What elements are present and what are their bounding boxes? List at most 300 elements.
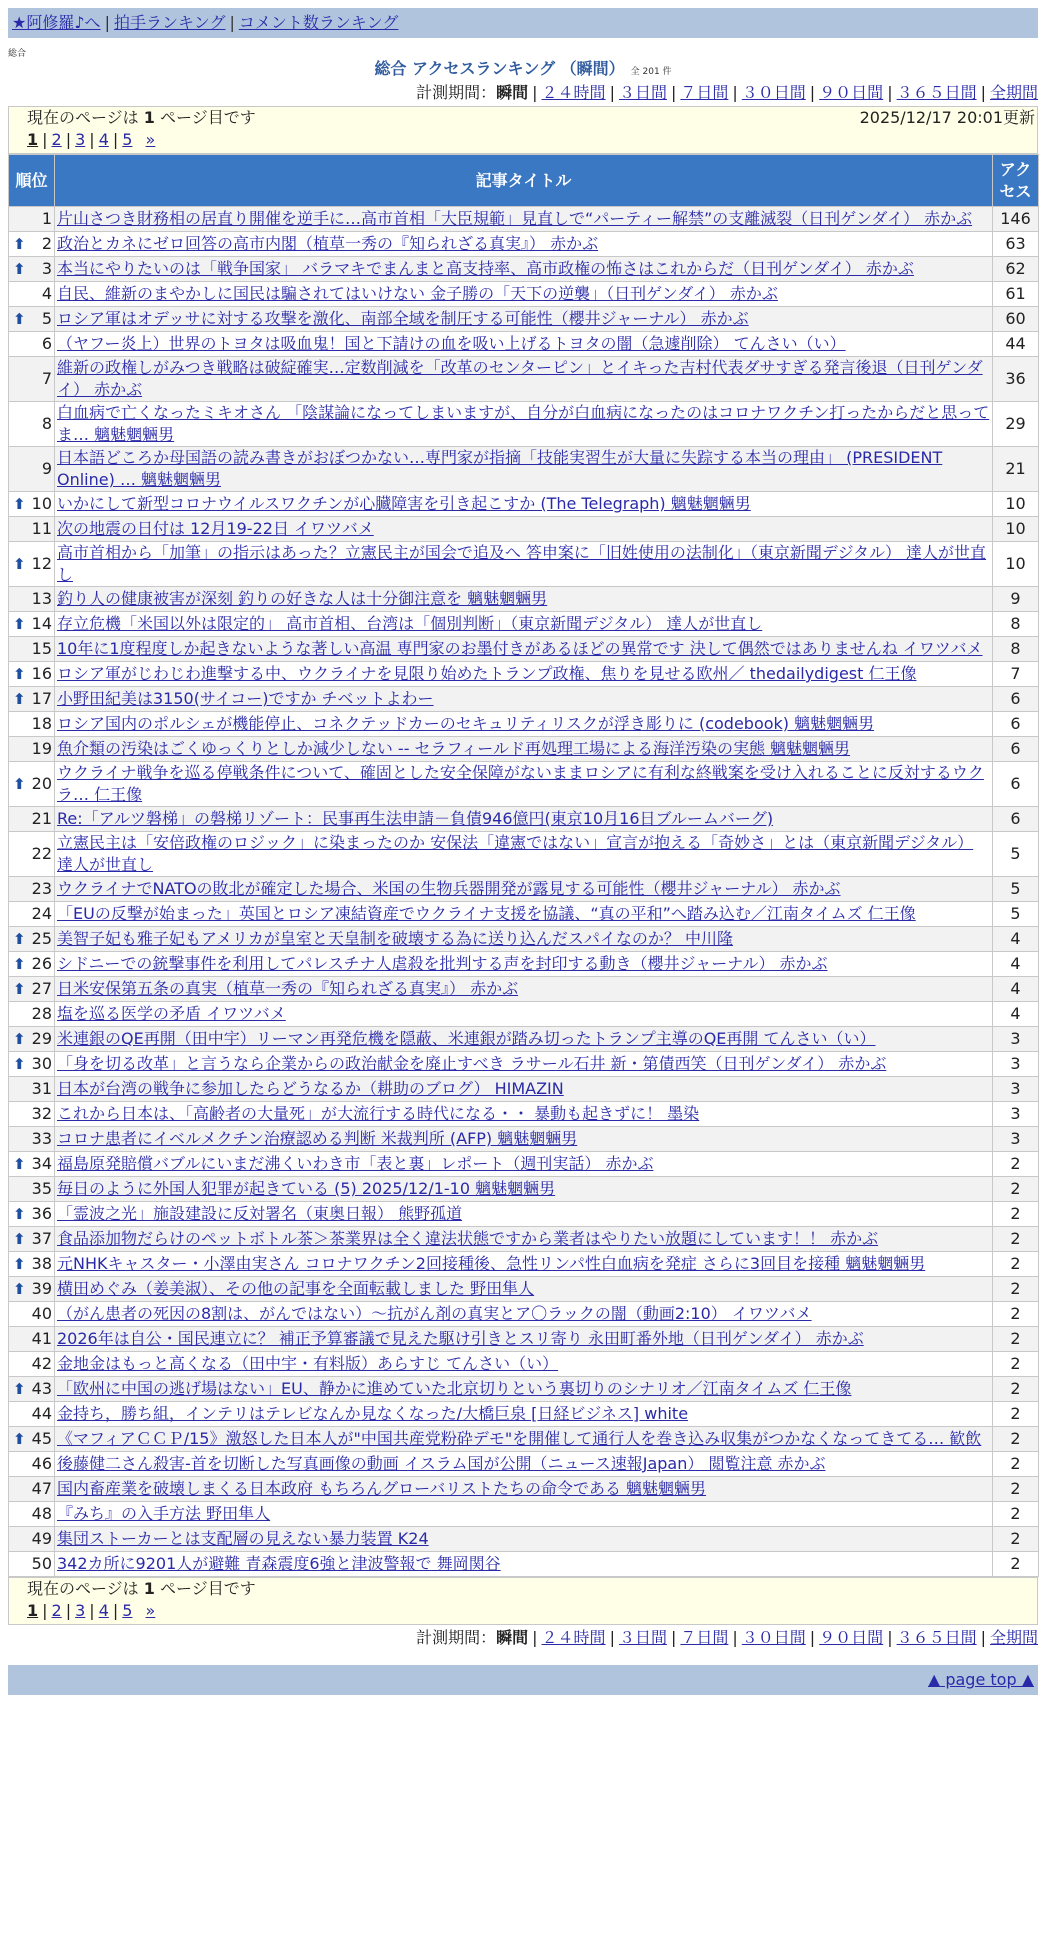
access-count: 2 (993, 1352, 1039, 1377)
nav-separator: | (229, 13, 235, 32)
article-title-link[interactable]: Re:「アルツ磐梯」の磐梯リゾート：民事再生法申請－負債946億円(東京10月16日ブルームバーグ) (57, 809, 774, 828)
article-title-link[interactable]: 集団ストーカーとは支配層の見えない暴力装置 K24 (57, 1529, 429, 1548)
table-row (9, 587, 1039, 612)
rank-number: 47 (31, 1479, 52, 1498)
article-title-link[interactable]: 白血病で亡くなったミキオさん 「陰謀論になってしまいますが、自分が白血病になったのはコロナワクチン打ったからだと思ってま… 魑魅魍魎男 (57, 403, 990, 444)
rank-number: 9 (41, 459, 52, 478)
pagination-separator: | (42, 130, 48, 149)
table-row (9, 1452, 1039, 1477)
table-row (9, 662, 1039, 687)
table-row (9, 307, 1039, 332)
rank-cell (9, 737, 55, 762)
table-row (9, 687, 1039, 712)
access-count: 5 (993, 877, 1039, 902)
access-count: 2 (993, 1527, 1039, 1552)
pagination-link[interactable]: 4 (98, 130, 109, 149)
rank-cell (9, 1452, 55, 1477)
article-title-link[interactable]: 小野田紀美は3150(サイコー)ですか チベットよわー (57, 689, 434, 708)
period-link[interactable]: ３６５日間 (896, 1628, 977, 1647)
table-row (9, 1302, 1039, 1327)
title-cell (55, 307, 993, 332)
article-title-link[interactable]: 元NHKキャスター・小澤由実さん コロナワクチン2回接種後、急性リンパ性白血病を発症 さらに3回目を接種 魑魅魍魎男 (57, 1254, 926, 1273)
access-count: 2 (993, 1427, 1039, 1452)
table-row (9, 1352, 1039, 1377)
access-count: 2 (993, 1552, 1039, 1577)
title-cell (55, 1452, 993, 1477)
article-title-link[interactable]: 維新の政権しがみつき戦略は破綻確実…定数削減を「改革のセンターピン」とイキった吉村代表ダサすぎる発言後退（日刊ゲンダイ） 赤かぶ (57, 358, 983, 399)
table-row (9, 1002, 1039, 1027)
article-title-link[interactable]: 美智子妃も雅子妃もアメリカが皇室と天皇制を破壊する為に送り込んだスパイなのか？ 中川隆 (57, 929, 733, 948)
table-row (9, 1327, 1039, 1352)
article-title-link[interactable]: 「EUの反撃が始まった」英国とロシア凍結資産でウクライナ支援を協議、“真の平和”へ踏み込む／江南タイムズ 仁王像 (57, 904, 916, 923)
rank-up-arrow-icon: ⬆ (13, 615, 26, 633)
period-separator: | (732, 1628, 738, 1647)
article-title-link[interactable]: 金地金はもっと高くなる（田中宇・有料版）あらすじ てんさい（い） (57, 1354, 559, 1373)
article-title-link[interactable]: 本当にやりたいのは「戦争国家」 バラマキでまんまと高支持率、高市政権の怖さはこれからだ（日刊ゲンダイ） 赤かぶ (57, 259, 914, 278)
rank-cell (9, 1402, 55, 1427)
title-cell (55, 207, 993, 232)
access-count: 7 (993, 662, 1039, 687)
rank-cell (9, 1477, 55, 1502)
title-cell (55, 737, 993, 762)
table-row (9, 637, 1039, 662)
article-title-link[interactable]: 342カ所に9201人が避難 青森震度6強と津波警報で 舞岡関谷 (57, 1554, 501, 1573)
article-title-link[interactable]: ロシア国内のポルシェが機能停止、コネクテッドカーのセキュリティリスクが浮き彫りに (codebook) 魑魅魍魎男 (57, 714, 875, 733)
rank-up-arrow-icon: ⬆ (13, 1430, 26, 1448)
title-cell (55, 492, 993, 517)
rank-cell (9, 1077, 55, 1102)
article-title-link[interactable]: 後藤健二さん殺害-首を切断した写真画像の動画 イスラム国が公開（ニュース速報Japan） 閲覧注意 赤かぶ (57, 1454, 826, 1473)
period-link[interactable]: ３日間 (618, 83, 667, 102)
article-title-link[interactable]: いかにして新型コロナウイルスワクチンが心臓障害を引き起こすか (The Telegraph) 魑魅魍魎男 (57, 494, 751, 513)
table-row (9, 1527, 1039, 1552)
rank-up-arrow-icon: ⬆ (13, 555, 26, 573)
access-count: 3 (993, 1127, 1039, 1152)
pagination-link[interactable]: 4 (98, 1601, 109, 1620)
title-cell (55, 902, 993, 927)
title-cell (55, 1177, 993, 1202)
period-separator: | (532, 83, 538, 102)
access-count: 9 (993, 587, 1039, 612)
pagination-current: 1 (27, 1601, 39, 1620)
table-row (9, 1177, 1039, 1202)
period-link[interactable]: ７日間 (680, 1628, 729, 1647)
rank-cell (9, 612, 55, 637)
rank-up-arrow-icon: ⬆ (13, 955, 26, 973)
article-title-link[interactable]: 「霊波之光」施設建設に反対署名（東奥日報） 熊野孤道 (57, 1204, 463, 1223)
period-separator: | (670, 83, 677, 102)
access-count: 146 (993, 207, 1039, 232)
period-selector-top (8, 80, 1038, 106)
article-title-link[interactable]: 高市首相から「加筆」の指示はあった？立憲民主が国会で追及へ 答申案に「旧姓使用の法制化」（東京新聞デジタル） 達人が世直し (57, 543, 987, 584)
rank-number: 8 (41, 414, 52, 433)
access-count: 2 (993, 1177, 1039, 1202)
rank-cell (9, 637, 55, 662)
article-title-link[interactable]: 日本語どころか母国語の読み書きがおぼつかない…専門家が指摘「技能実習生が大量に失踪する本当の理由」 (PRESIDENT Online) … 魑魅魍魎男 (57, 448, 943, 489)
rank-cell (9, 1102, 55, 1127)
rank-cell (9, 492, 55, 517)
table-row (9, 902, 1039, 927)
page-title (8, 58, 1038, 80)
table-row (9, 492, 1039, 517)
rank-number: 42 (31, 1354, 52, 1373)
table-row (9, 832, 1039, 877)
period-label: 計測期間： (416, 83, 497, 102)
article-title-link[interactable]: 釣り人の健康被害が深刻 釣りの好きな人は十分御注意を 魑魅魍魎男 (57, 589, 548, 608)
title-cell (55, 662, 993, 687)
table-row (9, 737, 1039, 762)
table-row (9, 517, 1039, 542)
article-title-link[interactable]: 『みち』の入手方法 野田隼人 (57, 1504, 271, 1523)
rank-up-arrow-icon: ⬆ (13, 775, 26, 793)
rank-cell (9, 257, 55, 282)
article-title-link[interactable]: 「欧州に中国の逃げ場はない」EU、静かに進めていた北京切りという裏切りのシナリオ／江南タイムズ 仁王像 (57, 1379, 852, 1398)
access-count: 63 (993, 232, 1039, 257)
period-link[interactable]: ３０日間 (741, 1628, 806, 1647)
rank-cell (9, 1227, 55, 1252)
header-access: アクセス (993, 155, 1039, 207)
pagination-link[interactable]: 2 (51, 1601, 62, 1620)
title-cell (55, 402, 993, 447)
nav-link-asyura[interactable]: ★阿修羅♪へ (12, 13, 101, 32)
rank-number: 45 (31, 1429, 52, 1448)
table-row (9, 1502, 1039, 1527)
article-title-link[interactable]: 「身を切る改革」と言うなら企業からの政治献金を廃止すべき ラサール石井 新・第債西笑（日刊ゲンダイ） 赤かぶ (57, 1054, 887, 1073)
article-title-link[interactable]: ロシア軍はオデッサに対する攻撃を激化、南部全域を制圧する可能性（櫻井ジャーナル） 赤かぶ (57, 309, 749, 328)
article-title-link[interactable]: シドニーでの銃撃事件を利用してパレスチナ人虐殺を批判する声を封印する動き（櫻井ジャーナル） 赤かぶ (57, 954, 828, 973)
access-count: 4 (993, 952, 1039, 977)
table-row (9, 447, 1039, 492)
title-cell (55, 1127, 993, 1152)
table-row (9, 1077, 1039, 1102)
access-count: 60 (993, 307, 1039, 332)
access-count: 2 (993, 1327, 1039, 1352)
rank-cell (9, 1302, 55, 1327)
period-link[interactable]: ２４時間 (541, 83, 606, 102)
rank-number: 34 (31, 1154, 52, 1173)
rank-number: 27 (31, 979, 52, 998)
rank-cell (9, 1502, 55, 1527)
rank-up-arrow-icon: ⬆ (13, 1030, 26, 1048)
title-cell (55, 332, 993, 357)
period-current: 瞬間 (496, 83, 529, 102)
rank-number: 48 (31, 1504, 52, 1523)
article-title-link[interactable]: （がん患者の死因の8割は、がんではない）～抗がん剤の真実とア〇ラックの闇（動画2:10） イワツバメ (57, 1304, 812, 1323)
rank-number: 2 (41, 234, 52, 253)
rank-number: 44 (31, 1404, 52, 1423)
rank-cell (9, 447, 55, 492)
article-title-link[interactable]: コロナ患者にイベルメクチン治療認める判断 米裁判所 (AFP) 魑魅魍魎男 (57, 1129, 578, 1148)
title-cell (55, 1252, 993, 1277)
rank-cell (9, 952, 55, 977)
rank-number: 12 (31, 554, 52, 573)
period-link[interactable]: ９０日間 (819, 83, 884, 102)
period-link[interactable]: ３６５日間 (896, 83, 977, 102)
period-link[interactable]: 全期間 (989, 1628, 1038, 1647)
title-cell (55, 1227, 993, 1252)
pagination-separator: | (89, 1601, 95, 1620)
article-title-link[interactable]: これから日本は、「高齢者の大量死」が大流行する時代になる・・ 暴動も起きずに！ 墨染 (57, 1104, 700, 1123)
table-row (9, 1377, 1039, 1402)
table-row (9, 1152, 1039, 1177)
rank-up-arrow-icon: ⬆ (13, 980, 26, 998)
table-row (9, 927, 1039, 952)
rank-number: 19 (31, 739, 52, 758)
rank-cell (9, 902, 55, 927)
rank-number: 4 (41, 284, 52, 303)
access-count: 2 (993, 1202, 1039, 1227)
table-row (9, 1102, 1039, 1127)
period-link[interactable]: ９０日間 (819, 1628, 884, 1647)
table-row (9, 807, 1039, 832)
rank-number: 10 (31, 494, 52, 513)
title-cell (55, 807, 993, 832)
access-count: 29 (993, 402, 1039, 447)
access-count: 2 (993, 1227, 1039, 1252)
rank-up-arrow-icon: ⬆ (13, 260, 26, 278)
article-title-link[interactable]: 2026年は自公・国民連立に？ 補正予算審議で見えた駆け引きとスリ寄り 永田町番外地（日刊ゲンダイ） 赤かぶ (57, 1329, 864, 1348)
rank-up-arrow-icon: ⬆ (13, 1205, 26, 1223)
rank-cell (9, 1052, 55, 1077)
pagination-link[interactable]: 3 (75, 130, 86, 149)
title-cell (55, 712, 993, 737)
pagination-separator: | (65, 1601, 72, 1620)
table-row (9, 282, 1039, 307)
access-count: 8 (993, 612, 1039, 637)
article-title-link[interactable]: 米連銀のQE再開（田中宇）リーマン再発危機を隠蔽、米連銀が踏み切ったトランプ主導のQE再開 てんさい（い） (57, 1029, 876, 1048)
access-count: 2 (993, 1277, 1039, 1302)
pagination-separator: | (89, 130, 95, 149)
article-title-link[interactable]: 毎日のように外国人犯罪が起きている (5) 2025/12/1-10 魑魅魍魎男 (57, 1179, 556, 1198)
title-cell (55, 1027, 993, 1052)
article-title-link[interactable]: 《マフィアＣＣＰ/15》激怒した日本人が"中国共産党粉砕デモ"を開催して通行人を巻き込み収集がつかなくなってきてる… 歓飲 (57, 1429, 982, 1448)
rank-number: 50 (31, 1554, 52, 1573)
title-cell (55, 637, 993, 662)
current-page-number: 1 (143, 108, 155, 127)
period-separator: | (609, 83, 615, 102)
title-cell (55, 1277, 993, 1302)
rank-number: 25 (31, 929, 52, 948)
rank-cell (9, 662, 55, 687)
access-count: 21 (993, 447, 1039, 492)
rank-number: 23 (31, 879, 52, 898)
article-title-link[interactable]: 存立危機「米国以外は限定的」 高市首相、台湾は「個別判断」（東京新聞デジタル） 達人が世直し (57, 614, 763, 633)
table-row (9, 357, 1039, 402)
table-row (9, 977, 1039, 1002)
rank-cell (9, 712, 55, 737)
period-separator: | (609, 1628, 615, 1647)
article-title-link[interactable]: 自民、維新のまやかしに国民は騙されてはいけない 金子勝の「天下の逆襲」（日刊ゲンダイ） 赤かぶ (57, 284, 778, 303)
rank-cell (9, 357, 55, 402)
article-title-link[interactable]: 福島原発賠償バブルにいまだ沸くいわき市「表と裏」レポート（週刊実話） 赤かぶ (57, 1154, 654, 1173)
rank-cell (9, 1127, 55, 1152)
period-separator: | (887, 83, 893, 102)
article-title-link[interactable]: 政治とカネにゼロ回答の高市内閣（植草一秀の『知られざる真実』） 赤かぶ (57, 234, 599, 253)
rank-number: 6 (41, 334, 52, 353)
period-separator: | (980, 1628, 986, 1647)
rank-up-arrow-icon: ⬆ (13, 235, 26, 253)
access-count: 4 (993, 977, 1039, 1002)
period-link[interactable]: ２４時間 (541, 1628, 606, 1647)
title-cell (55, 1077, 993, 1102)
period-selector-bottom (8, 1625, 1038, 1651)
title-cell (55, 1152, 993, 1177)
article-title-link[interactable]: ウクライナでNATOの敗北が確定した場合、米国の生物兵器開発が露見する可能性（櫻井ジャーナル） 赤かぶ (57, 879, 841, 898)
article-title-link[interactable]: 国内畜産業を破壊しまくる日本政府 もちろんグローバリストたちの命令である 魑魅魍魎男 (57, 1479, 707, 1498)
pagination-link[interactable]: 5 (122, 1601, 133, 1620)
period-separator: | (532, 1628, 538, 1647)
rank-cell (9, 207, 55, 232)
rank-number: 46 (31, 1454, 52, 1473)
rank-number: 32 (31, 1104, 52, 1123)
article-title-link[interactable]: 日本が台湾の戦争に参加したらどうなるか（耕助のブログ） HIMAZIN (57, 1079, 564, 1098)
rank-up-arrow-icon: ⬆ (13, 1280, 26, 1298)
period-label: 計測期間： (416, 1628, 497, 1647)
table-row (9, 332, 1039, 357)
article-title-link[interactable]: 立憲民主は「安倍政権のロジック」に染まったのか 安保法「違憲ではない」宣言が抱える「奇妙さ」とは（東京新聞デジタル） 達人が世直し (57, 833, 974, 874)
access-count: 2 (993, 1477, 1039, 1502)
access-count: 6 (993, 737, 1039, 762)
page-status-row (27, 1578, 1035, 1600)
rank-number: 16 (31, 664, 52, 683)
pagination-separator: | (65, 130, 72, 149)
article-title-link[interactable]: 日米安保第五条の真実（植草一秀の『知られざる真実』） 赤かぶ (57, 979, 519, 998)
title-cell (55, 282, 993, 307)
rank-cell (9, 587, 55, 612)
title-cell (55, 952, 993, 977)
pagination-current: 1 (27, 130, 39, 149)
rank-number: 49 (31, 1529, 52, 1548)
title-cell (55, 1052, 993, 1077)
access-count: 3 (993, 1027, 1039, 1052)
article-title-link[interactable]: 食品添加物だらけのペットボトル茶＞茶業界は全く違法状態ですから業者はやりたい放題にしています！！ 赤かぶ (57, 1229, 879, 1248)
rank-number: 26 (31, 954, 52, 973)
rank-number: 29 (31, 1029, 52, 1048)
rank-cell (9, 1327, 55, 1352)
table-row (9, 1477, 1039, 1502)
article-title-link[interactable]: （ヤフー炎上）世界のトヨタは吸血鬼！国と下請けの血を吸い上げるトヨタの闇（急遽削除） てんさい（い） (57, 334, 846, 353)
article-title-link[interactable]: 横田めぐみ（姜美淑）、その他の記事を全面転載しました 野田隼人 (57, 1279, 535, 1298)
pagination-next[interactable]: » (145, 130, 156, 149)
ranking-body (9, 207, 1039, 1577)
access-count: 6 (993, 807, 1039, 832)
page-top-link[interactable]: ▲ page top ▲ (927, 1670, 1034, 1689)
rank-number: 33 (31, 1129, 52, 1148)
rank-number: 24 (31, 904, 52, 923)
article-title-link[interactable]: ウクライナ戦争を巡る停戦条件について、確固とした安全保障がないままロシアに有利な終戦案を受け入れることに反対するウクラ… 仁王像 (57, 763, 984, 804)
rank-up-arrow-icon: ⬆ (13, 1380, 26, 1398)
title-cell (55, 1302, 993, 1327)
pagination-next[interactable]: » (145, 1601, 156, 1620)
total-count: 全 201 件 (630, 67, 672, 77)
article-title-link[interactable]: 魚介類の汚染はごくゆっくりとしか減少しない -- セラフィールド再処理工場による海洋汚染の実態 魑魅魍魎男 (57, 739, 851, 758)
title-cell (55, 357, 993, 402)
article-title-link[interactable]: ロシア軍がじわじわ進撃する中、ウクライナを見限り始めたトランプ政権、焦りを見せる欧州／ thedailydigest 仁王像 (57, 664, 917, 683)
access-count: 62 (993, 257, 1039, 282)
table-row (9, 207, 1039, 232)
rank-number: 14 (31, 614, 52, 633)
access-count: 3 (993, 1077, 1039, 1102)
article-title-link[interactable]: 塩を巡る医学の矛盾 イワツバメ (57, 1004, 286, 1023)
title-cell (55, 1477, 993, 1502)
rank-cell (9, 1002, 55, 1027)
rank-up-arrow-icon: ⬆ (13, 1055, 26, 1073)
rank-cell (9, 517, 55, 542)
header-title: 記事タイトル (55, 155, 993, 207)
rank-number: 36 (31, 1204, 52, 1223)
rank-number: 20 (31, 774, 52, 793)
period-link[interactable]: ７日間 (680, 83, 729, 102)
title-cell (55, 232, 993, 257)
rank-cell (9, 1427, 55, 1452)
pagination-separator: | (112, 130, 119, 149)
period-separator: | (732, 83, 738, 102)
rank-cell (9, 807, 55, 832)
article-title-link[interactable]: 10年に1度程度しか起きないような著しい高温 専門家のお墨付きがあるほどの異常です 決して偶然ではありませんね イワツバメ (57, 639, 983, 658)
period-current: 瞬間 (496, 1628, 529, 1647)
rank-number: 21 (31, 809, 52, 828)
pagination (27, 129, 1035, 153)
nav-link-comment-ranking[interactable]: コメント数ランキング (238, 13, 399, 32)
rank-number: 41 (31, 1329, 52, 1348)
access-count: 5 (993, 832, 1039, 877)
page-status-row (27, 107, 1035, 129)
pagination-separator: | (42, 1601, 48, 1620)
rank-cell (9, 332, 55, 357)
page (8, 8, 1038, 1695)
table-row (9, 877, 1039, 902)
rank-cell (9, 1152, 55, 1177)
rank-number: 31 (31, 1079, 52, 1098)
rank-number: 3 (41, 259, 52, 278)
rank-number: 11 (31, 519, 52, 538)
period-link[interactable]: ３日間 (618, 1628, 667, 1647)
rank-cell (9, 402, 55, 447)
nav-link-applause-ranking[interactable]: 拍手ランキング (113, 13, 226, 32)
article-title-link[interactable]: 次の地震の日付は 12月19-22日 イワツバメ (57, 519, 374, 538)
rank-cell (9, 1202, 55, 1227)
rank-cell (9, 762, 55, 807)
title-cell (55, 1427, 993, 1452)
pagination-link[interactable]: 3 (75, 1601, 86, 1620)
table-row (9, 1427, 1039, 1452)
article-title-link[interactable]: 片山さつき財務相の居直り開催を逆手に…高市首相「大臣規範」見直しで“パーティー解禁”の支離滅裂（日刊ゲンダイ） 赤かぶ (57, 209, 973, 228)
rank-cell (9, 1552, 55, 1577)
pagination-link[interactable]: 5 (122, 130, 133, 149)
rank-cell (9, 687, 55, 712)
rank-cell (9, 1352, 55, 1377)
title-cell (55, 1552, 993, 1577)
title-cell (55, 832, 993, 877)
title-cell (55, 1402, 993, 1427)
access-count: 2 (993, 1502, 1039, 1527)
title-cell (55, 1377, 993, 1402)
rank-number: 22 (31, 844, 52, 863)
table-row (9, 952, 1039, 977)
pagination-link[interactable]: 2 (51, 130, 62, 149)
table-row (9, 1252, 1039, 1277)
period-link[interactable]: ３０日間 (741, 83, 806, 102)
period-separator: | (809, 83, 816, 102)
table-row (9, 1052, 1039, 1077)
rank-up-arrow-icon: ⬆ (13, 1155, 26, 1173)
period-link[interactable]: 全期間 (989, 83, 1038, 102)
article-title-link[interactable]: 金持ち，勝ち組，インテリはテレビなんか見なくなった/大橋巨泉 [日経ビジネス] white (57, 1404, 689, 1423)
title-cell (55, 1327, 993, 1352)
page-info-top (8, 106, 1038, 154)
title-cell (55, 1202, 993, 1227)
period-separator: | (887, 1628, 893, 1647)
